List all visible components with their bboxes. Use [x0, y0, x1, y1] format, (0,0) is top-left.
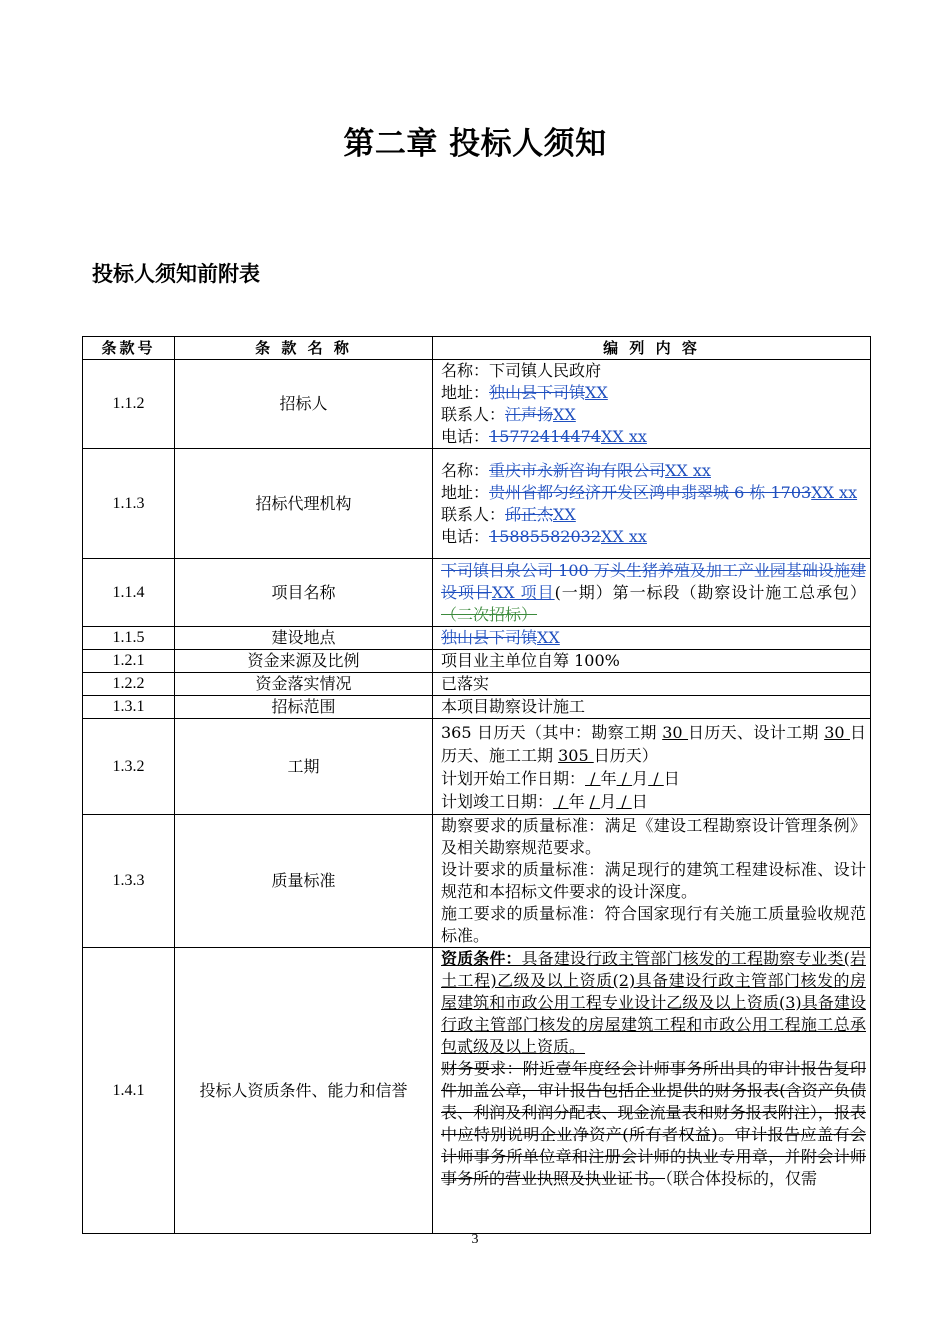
clause-no: 1.3.2: [83, 719, 175, 815]
clause-name: 质量标准: [175, 815, 433, 948]
table-row: [83, 719, 871, 815]
bidder-instructions-table: [82, 336, 871, 1234]
clause-name: 招标代理机构: [175, 449, 433, 559]
clause-name: 项目名称: [175, 559, 433, 627]
clause-name: 资金来源及比例: [175, 650, 433, 673]
table-row: [83, 815, 871, 948]
table-row: [83, 449, 871, 559]
clause-no: 1.2.2: [83, 673, 175, 696]
clause-no: 1.3.1: [83, 696, 175, 719]
clause-no: 1.4.1: [83, 948, 175, 1234]
clause-content: 365 日历天（其中：勘察工期 30 日历天、设计工期 30 日历天、施工工期 305 日历天） 计划开始工作日期： / 年 / 月 / 日 计划竣工日期： / 年 / 月 / 日: [433, 719, 871, 815]
header-content: 编 列 内 容: [433, 337, 871, 360]
section-title: 投标人须知前附表: [92, 262, 260, 286]
clause-content: 已落实: [433, 673, 871, 696]
clause-name: 建设地点: [175, 627, 433, 650]
table-row: [83, 696, 871, 719]
clause-name: 资金落实情况: [175, 673, 433, 696]
table-row: [83, 948, 871, 1234]
clause-content: 下司镇目泉公司 100 万头生猪养殖及加工产业园基础设施建设项目XX 项目(一期）第一标段（勘察设计施工总承包）（二次招标）: [433, 559, 871, 627]
header-clause-no: 条款号: [83, 337, 175, 360]
page-number: 3: [471, 1232, 479, 1247]
clause-name: 招标范围: [175, 696, 433, 719]
table-row: [83, 559, 871, 627]
table-row: [83, 627, 871, 650]
clause-name: 招标人: [175, 360, 433, 449]
header-clause-name: 条 款 名 称: [175, 337, 433, 360]
clause-no: 1.1.2: [83, 360, 175, 449]
clause-no: 1.1.4: [83, 559, 175, 627]
clause-content: 本项目勘察设计施工: [433, 696, 871, 719]
clause-no: 1.3.3: [83, 815, 175, 948]
clause-no: 1.1.3: [83, 449, 175, 559]
clause-name: 工期: [175, 719, 433, 815]
table-row: [83, 360, 871, 449]
table-header-row: [83, 337, 871, 360]
clause-content: 勘察要求的质量标准：满足《建设工程勘察设计管理条例》及相关勘察规范要求。 设计要求的质量标准：满足现行的建筑工程建设标准、设计规范和本招标文件要求的设计深度。 施工要求的质量标准：符合国家现行有关施工质量验收规范标准。: [433, 815, 871, 948]
clause-content: 名称：重庆市永新咨询有限公司XX xx 地址：贵州省都匀经济开发区鸿申翡翠城 6 栋 1703XX xx 联系人：邱正杰XX 电话：15885582032XX xx: [433, 449, 871, 559]
chapter-title: 第二章 投标人须知: [343, 126, 607, 162]
clause-no: 1.1.5: [83, 627, 175, 650]
clause-content: 项目业主单位自筹 100%: [433, 650, 871, 673]
clause-content: 独山县下司镇XX: [433, 627, 871, 650]
clause-name: 投标人资质条件、能力和信誉: [175, 948, 433, 1234]
clause-content: 名称：下司镇人民政府 地址：独山县下司镇XX 联系人：江声扬XX 电话：15772414474XX xx: [433, 360, 871, 449]
clause-content: 资质条件：具备建设行政主管部门核发的工程勘察专业类(岩土工程)乙级及以上资质(2)具备建设行政主管部门核发的房屋建筑和市政公用工程专业设计乙级及以上资质(3)具备建设行政主管部门核发的房屋建筑工程和市政公用工程施工总承包贰级及以上资质。 财务要求：附近壹年度经会计师事务所出具的审计报告复印件加盖公章，审计报告包括企业提供的财务报表(含资产负债表、利润及利润分配表、现金流量表和财务报表附注），报表中应特别说明企业净资产(所有者权益)。审计报告应盖有会计师事务所单位章和注册会计师的执业专用章，并附会计师事务所的营业执照及执业证书。（联合体投标的，仅需: [433, 948, 871, 1234]
table-row: [83, 650, 871, 673]
clause-no: 1.2.1: [83, 650, 175, 673]
table-row: [83, 673, 871, 696]
